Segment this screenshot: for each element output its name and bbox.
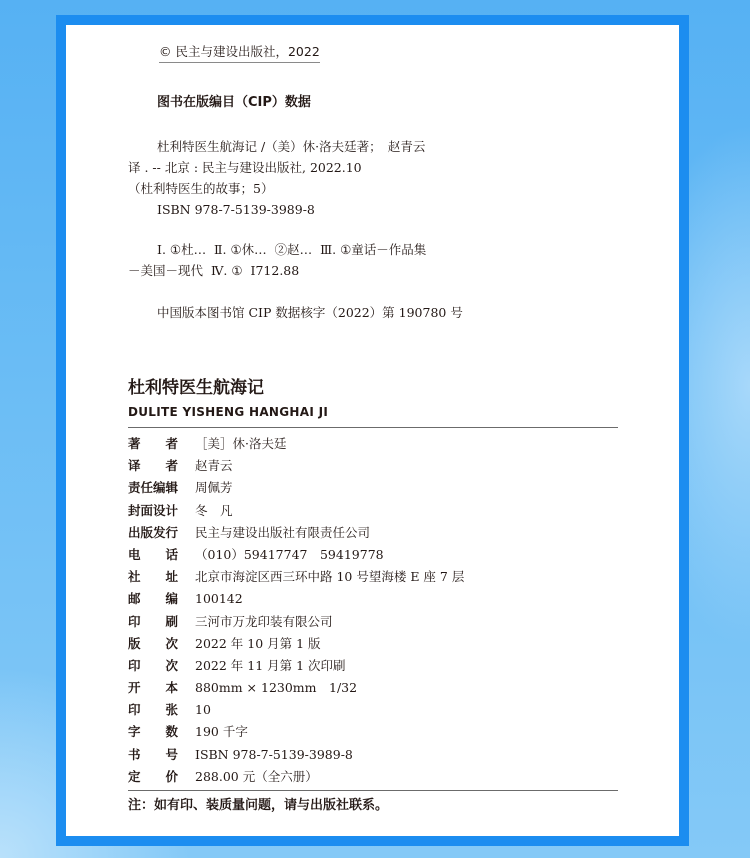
quality-note: 注：如有印、装质量问题，请与出版社联系。 bbox=[128, 798, 389, 813]
detail-label: 印 次 bbox=[128, 657, 179, 673]
detail-row-address bbox=[128, 566, 618, 588]
detail-label: 邮 编 bbox=[128, 591, 179, 607]
detail-value: 880mm × 1230mm 1/32 bbox=[195, 680, 358, 696]
detail-value: （010）59417747 59419778 bbox=[195, 546, 384, 562]
detail-label: 开 本 bbox=[128, 680, 179, 696]
cip-subject-line: Ⅰ. ①杜… Ⅱ. ①休… ②赵… Ⅲ. ①童话－作品集 bbox=[157, 242, 427, 257]
detail-label: 译 者 bbox=[128, 458, 179, 474]
detail-value: 三河市万龙印装有限公司 bbox=[195, 613, 333, 629]
detail-row-printer bbox=[128, 611, 618, 633]
detail-label: 著 者 bbox=[128, 436, 179, 451]
cip-entry-line: 杜利特医生航海记 /（美）休·洛夫廷著； 赵青云 bbox=[157, 139, 426, 154]
detail-row-printed-sheets bbox=[128, 699, 618, 721]
detail-row-phone bbox=[128, 544, 618, 566]
detail-row-translator bbox=[128, 455, 618, 477]
detail-value: 100142 bbox=[195, 591, 243, 607]
detail-value: 288.00 元（全六册） bbox=[195, 768, 318, 784]
detail-value: ISBN 978-7-5139-3989-8 bbox=[195, 746, 353, 762]
detail-label: 电 话 bbox=[128, 546, 179, 562]
detail-row-printing bbox=[128, 655, 618, 677]
detail-value: 赵青云 bbox=[195, 458, 233, 474]
detail-row-publisher bbox=[128, 522, 618, 544]
cip-subjects bbox=[128, 239, 568, 281]
cip-entry-line: （杜利特医生的故事；5） bbox=[128, 181, 274, 196]
detail-value: 周佩芳 bbox=[195, 480, 233, 496]
publication-details bbox=[128, 433, 618, 788]
detail-row-word-count bbox=[128, 721, 618, 743]
detail-value: 冬 凡 bbox=[195, 502, 233, 518]
detail-label: 印 张 bbox=[128, 702, 179, 718]
detail-value: 民主与建设出版社有限责任公司 bbox=[195, 524, 371, 540]
detail-label: 版 次 bbox=[128, 635, 179, 651]
detail-label: 社 址 bbox=[128, 569, 179, 585]
detail-value: 10 bbox=[195, 702, 211, 718]
detail-row-format bbox=[128, 677, 618, 699]
detail-row-isbn bbox=[128, 744, 618, 766]
detail-row-cover-design bbox=[128, 500, 618, 522]
book-title: 杜利特医生航海记 bbox=[128, 378, 264, 398]
detail-label: 字 数 bbox=[128, 724, 179, 740]
top-rule bbox=[128, 427, 618, 428]
copyright-notice: © 民主与建设出版社，2022 bbox=[159, 44, 320, 63]
cip-number-block bbox=[128, 302, 568, 323]
detail-label: 出版发行 bbox=[128, 524, 179, 540]
cip-number: 中国版本图书馆 CIP 数据核字（2022）第 190780 号 bbox=[157, 305, 463, 320]
detail-row-price bbox=[128, 766, 618, 788]
detail-row-responsible-editor bbox=[128, 477, 618, 499]
cip-isbn-line: ISBN 978-7-5139-3989-8 bbox=[157, 202, 315, 217]
detail-value: 2022 年 11 月第 1 次印刷 bbox=[195, 657, 346, 673]
cip-subject-line: －美国－现代 Ⅳ. ① I712.88 bbox=[128, 263, 300, 278]
detail-value: ［美］休·洛夫廷 bbox=[195, 436, 287, 451]
cip-heading: 图书在版编目（CIP）数据 bbox=[157, 95, 311, 110]
detail-label: 责任编辑 bbox=[128, 480, 179, 496]
detail-value: 北京市海淀区西三环中路 10 号望海楼 E 座 7 层 bbox=[195, 569, 465, 585]
detail-label: 印 刷 bbox=[128, 613, 179, 629]
book-title-pinyin: DULITE YISHENG HANGHAI JI bbox=[128, 405, 329, 419]
cip-entry-line: 译 . -- 北京 : 民主与建设出版社, 2022.10 bbox=[128, 160, 362, 175]
bottom-rule bbox=[128, 790, 618, 791]
detail-label: 封面设计 bbox=[128, 502, 179, 518]
cip-entry bbox=[128, 136, 568, 220]
detail-row-edition bbox=[128, 633, 618, 655]
detail-row-postcode bbox=[128, 588, 618, 610]
detail-row-author bbox=[128, 433, 618, 455]
detail-value: 190 千字 bbox=[195, 724, 248, 740]
detail-label: 书 号 bbox=[128, 746, 179, 762]
detail-value: 2022 年 10 月第 1 版 bbox=[195, 635, 321, 651]
copyright-page bbox=[66, 25, 679, 836]
detail-label: 定 价 bbox=[128, 768, 179, 784]
